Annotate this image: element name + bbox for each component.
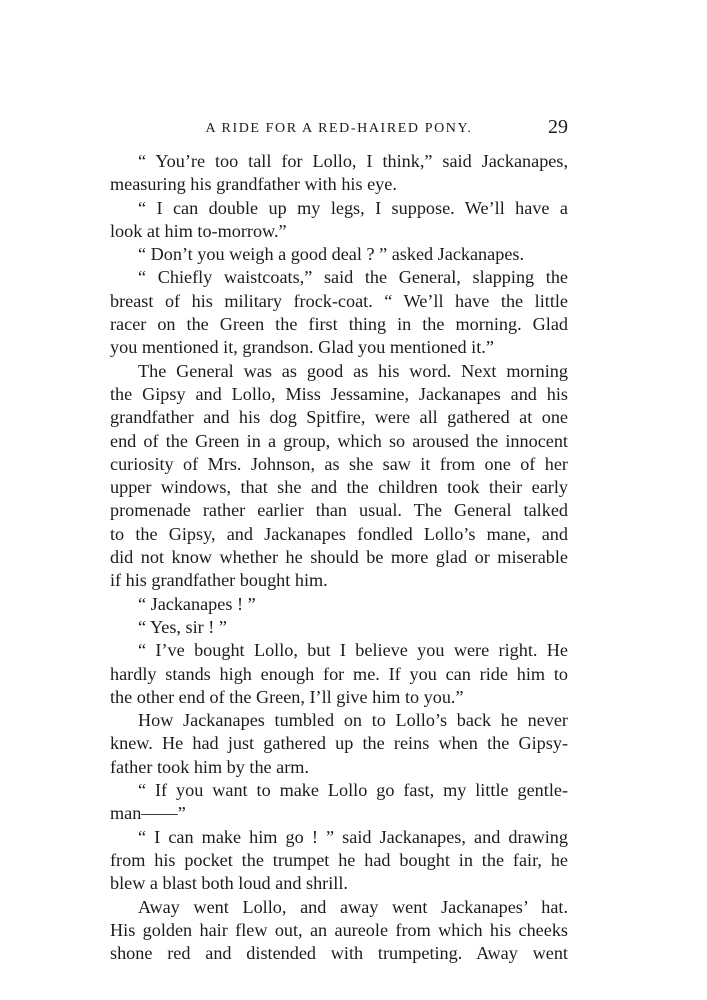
body-text bbox=[110, 150, 568, 965]
text-line: How Jackanapes tumbled on to Lollo’s back he never bbox=[138, 710, 568, 731]
text-line: His golden hair flew out, an aureole from which his cheeks bbox=[110, 919, 568, 940]
text-line: if his grandfather bought him. bbox=[110, 570, 328, 591]
text-line: “ I can double up my legs, I suppose. We’ll have a bbox=[138, 197, 568, 218]
text-line: you mentioned it, grandson. Glad you mentioned it.” bbox=[110, 337, 494, 358]
text-line: “ I’ve bought Lollo, but I believe you were right. He bbox=[138, 640, 568, 661]
text-line: “ You’re too tall for Lollo, I think,” said Jackanapes, bbox=[138, 151, 568, 171]
text-line: “ Yes, sir ! ” bbox=[138, 616, 227, 637]
text-line: breast of his military frock-coat. “ We’ll have the little bbox=[110, 290, 568, 311]
text-line: grandfather and his dog Spitfire, were all gathered at one bbox=[110, 407, 568, 428]
text-line: shone red and distended with trumpeting. Away went bbox=[110, 943, 568, 964]
text-line: man——” bbox=[110, 803, 186, 824]
text-line: from his pocket the trumpet he had bought in the fair, he bbox=[110, 849, 568, 870]
text-line: “ Don’t you weigh a good deal ? ” asked Jackanapes. bbox=[138, 244, 525, 265]
page-header bbox=[110, 116, 568, 142]
text-line: did not know whether he should be more glad or miserable bbox=[110, 547, 568, 568]
text-line: the other end of the Green, I’ll give him to you.” bbox=[110, 686, 464, 707]
text-line: upper windows, that she and the children took their early bbox=[110, 477, 568, 498]
text-line: curiosity of Mrs. Johnson, as she saw it from one of her bbox=[110, 453, 568, 474]
text-line: measuring his grandfather with his eye. bbox=[110, 174, 397, 195]
text-line: the Gipsy and Lollo, Miss Jessamine, Jackanapes and his bbox=[110, 383, 568, 404]
text-line: hardly stands high enough for me. If you can ride him to bbox=[110, 663, 568, 684]
text-line: Away went Lollo, and away went Jackanapes’ hat. bbox=[138, 896, 568, 917]
text-line: The General was as good as his word. Next morning bbox=[138, 360, 568, 381]
page-number: 29 bbox=[548, 116, 568, 138]
text-line: knew. He had just gathered up the reins when the Gipsy- bbox=[110, 733, 568, 754]
text-line: “ Jackanapes ! ” bbox=[138, 593, 256, 614]
text-line: look at him to-morrow.” bbox=[110, 220, 287, 241]
text-line: promenade rather earlier than usual. The General talked bbox=[110, 500, 568, 521]
text-line: racer on the Green the first thing in the morning. Glad bbox=[110, 314, 568, 335]
text-line: “ I can make him go ! ” said Jackanapes, and drawing bbox=[138, 826, 568, 847]
text-line: to the Gipsy, and Jackanapes fondled Lollo’s mane, and bbox=[110, 523, 568, 544]
text-line: “ Chiefly waistcoats,” said the General, slapping the bbox=[138, 267, 568, 288]
text-line: end of the Green in a group, which so aroused the innocent bbox=[110, 430, 568, 451]
text-line: father took him by the arm. bbox=[110, 756, 309, 777]
text-line: blew a blast both loud and shrill. bbox=[110, 873, 348, 894]
running-title: A RIDE FOR A RED-HAIRED PONY. bbox=[205, 121, 473, 136]
text-line: “ If you want to make Lollo go fast, my little gentle- bbox=[138, 780, 568, 801]
